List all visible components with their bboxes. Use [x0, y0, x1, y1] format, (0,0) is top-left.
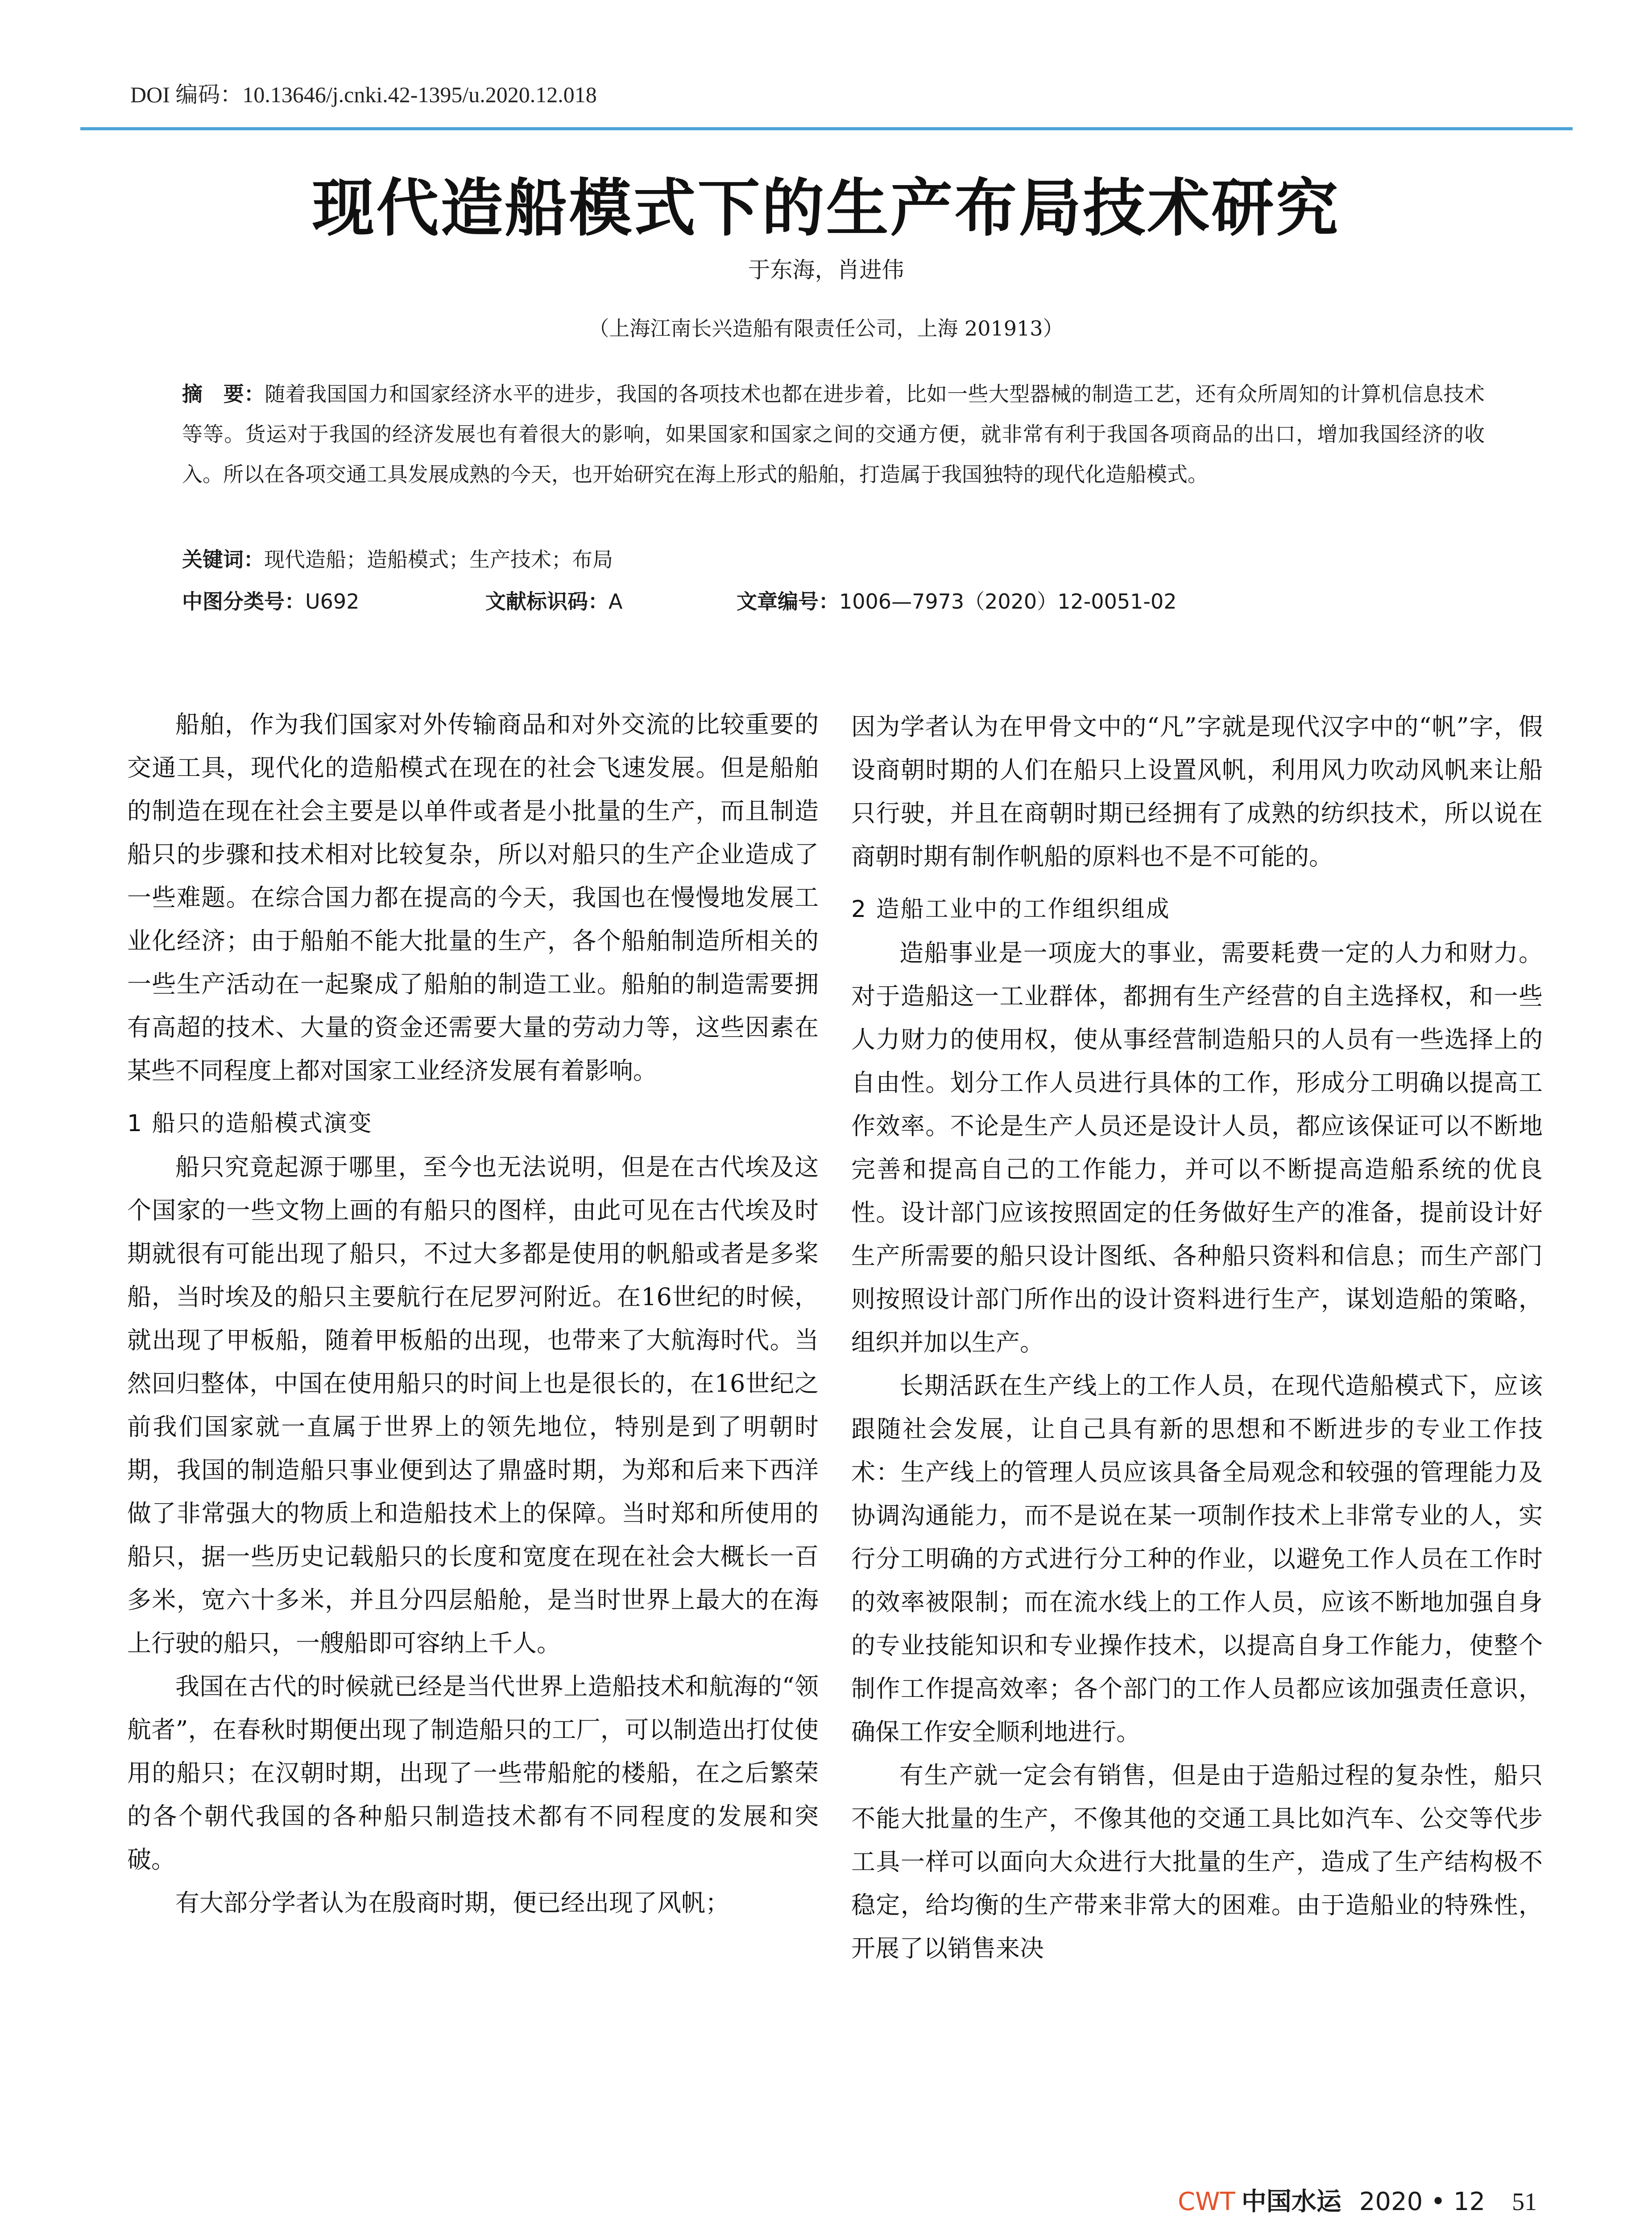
- clc-value: U692: [305, 589, 360, 614]
- paragraph: 有大部分学者认为在殷商时期，便已经出现了风帆；: [175, 1889, 729, 1917]
- abstract-label: 摘 要：: [182, 382, 265, 406]
- clc-number: [182, 585, 359, 615]
- journal-name: 中国水运: [1241, 2187, 1341, 2216]
- doc-code-value: A: [609, 589, 623, 614]
- header-rule: [80, 127, 1573, 130]
- page-number: 51: [1512, 2188, 1537, 2216]
- authors: 于东海，肖进伟: [748, 257, 904, 283]
- article-number: [737, 585, 1177, 615]
- keywords-text: 现代造船；造船模式；生产技术；布局: [264, 547, 613, 572]
- journal-issue: 2020 • 12: [1359, 2187, 1486, 2216]
- document-code: [485, 585, 622, 615]
- paragraph: 因为学者认为在甲骨文中的“凡”字就是现代汉字中的“帆”字，假设商朝时期的人们在船只上设置风帆，利用风力吹动风帆来让船只行驶，并且在商朝时期已经拥有了成熟的纺织技术，所以说在商朝时期有制作帆船的原料也不是不可能的。: [851, 713, 1543, 871]
- classification-row: [182, 585, 1485, 617]
- keywords-label: 关键词：: [182, 547, 264, 572]
- section-heading: 2 造船工业中的工作组织组成: [851, 896, 1171, 923]
- paragraph: 有生产就一定会有销售，但是由于造船过程的复杂性，船只不能大批量的生产，不像其他的交通工具比如汽车、公交等代步工具一样可以面向大众进行大批量的生产，造成了生产结构极不稳定，给均衡的生产带来非常大的困难。由于造船业的特殊性，开展了以销售来决: [851, 1761, 1543, 1962]
- paragraph: 造船事业是一项庞大的事业，需要耗费一定的人力和财力。对于造船这一工业群体，都拥有生产经营的自主选择权，和一些人力财力的使用权，使从事经营制造船只的人员有一些选择上的自由性。划分工作人员进行具体的工作，形成分工明确以提高工作效率。不论是生产人员还是设计人员，都应该保证可以不断地完善和提高自己的工作能力，并可以不断提高造船系统的优良性。设计部门应该按照固定的任务做好生产的准备，提前设计好生产所需要的船只设计图纸、各种船只资料和信息；而生产部门则按照设计部门所作出的设计资料进行生产，谋划造船的策略，组织并加以生产。: [851, 939, 1543, 1356]
- paragraph: 船只究竟起源于哪里，至今也无法说明，但是在古代埃及这个国家的一些文物上画的有船只的图样，由此可见在古代埃及时期就很有可能出现了船只，不过大多都是使用的帆船或者是多桨船，当时埃及的船只主要航行在尼罗河附近。在16世纪的时候，就出现了甲板船，随着甲板船的出现，也带来了大航海时代。当然回归整体，中国在使用船只的时间上也是很长的，在16世纪之前我们国家就一直属于世界上的领先地位，特别是到了明朝时期，我国的制造船只事业便到达了鼎盛时期，为郑和后来下西洋做了非常强大的物质上和造船技术上的保障。当时郑和所使用的船只，据一些历史记载船只的长度和宽度在现在社会大概长一百多米，宽六十多米，并且分四层船舱，是当时世界上最大的在海上行驶的船只，一艘船即可容纳上千人。: [127, 1153, 819, 1657]
- article-title: 现代造船模式下的生产布局技术研究: [312, 172, 1340, 245]
- page-footer: [1178, 2182, 1579, 2218]
- paragraph: 我国在古代的时候就已经是当代世界上造船技术和航海的“领航者”，在春秋时期便出现了制造船只的工厂，可以制造出打仗使用的船只；在汉朝时期，出现了一些带船舵的楼船，在之后繁荣的各个朝代我国的各种船只制造技术都有不同程度的发展和突破。: [127, 1672, 819, 1874]
- abstract: [182, 374, 1485, 494]
- clc-label: 中图分类号：: [182, 589, 305, 614]
- affiliation: （上海江南长兴造船有限责任公司，上海 201913）: [588, 316, 1064, 340]
- left-column: [127, 703, 819, 1924]
- paragraph: 船舶，作为我们国家对外传输商品和对外交流的比较重要的交通工具，现代化的造船模式在现在的社会飞速发展。但是船舶的制造在现在社会主要是以单件或者是小批量的生产，而且制造船只的步骤和技术相对比较复杂，所以对船只的生产企业造成了一些难题。在综合国力都在提高的今天，我国也在慢慢地发展工业化经济；由于船舶不能大批量的生产，各个船舶制造所相关的一些生产活动在一起聚成了船舶的制造工业。船舶的制造需要拥有高超的技术、大量的资金还需要大量的劳动力等，这些因素在某些不同程度上都对国家工业经济发展有着影响。: [127, 710, 819, 1085]
- right-column: [851, 705, 1543, 1970]
- article-no-value: 1006—7973（2020）12-0051-02: [839, 589, 1177, 614]
- keywords: [182, 543, 1485, 573]
- section-heading: 1 船只的造船模式演变: [127, 1110, 373, 1137]
- journal-brand: CWT: [1178, 2187, 1235, 2216]
- doc-code-label: 文献标识码：: [485, 589, 609, 614]
- abstract-text: 随着我国国力和国家经济水平的进步，我国的各项技术也都在进步着，比如一些大型器械的制造工艺，还有众所周知的计算机信息技术等等。货运对于我国的经济发展也有着很大的影响，如果国家和国家之间的交通方便，就非常有利于我国各项商品的出口，增加我国经济的收入。所以在各项交通工具发展成熟的今天，也开始研究在海上形式的船舶，打造属于我国独特的现代化造船模式。: [182, 382, 1485, 486]
- paragraph: 长期活跃在生产线上的工作人员，在现代造船模式下，应该跟随社会发展，让自己具有新的思想和不断进步的专业工作技术：生产线上的管理人员应该具备全局观念和较强的管理能力及协调沟通能力，而不是说在某一项制作技术上非常专业的人，实行分工明确的方式进行分工种的作业，以避免工作人员在工作时的效率被限制；而在流水线上的工作人员，应该不断地加强自身的专业技能知识和专业操作技术，以提高自身工作能力，使整个制作工作提高效率；各个部门的工作人员都应该加强责任意识，确保工作安全顺利地进行。: [851, 1372, 1543, 1746]
- article-no-label: 文章编号：: [737, 589, 839, 614]
- doi-code: DOI 编码：10.13646/j.cnki.42-1395/u.2020.12.018: [130, 82, 597, 107]
